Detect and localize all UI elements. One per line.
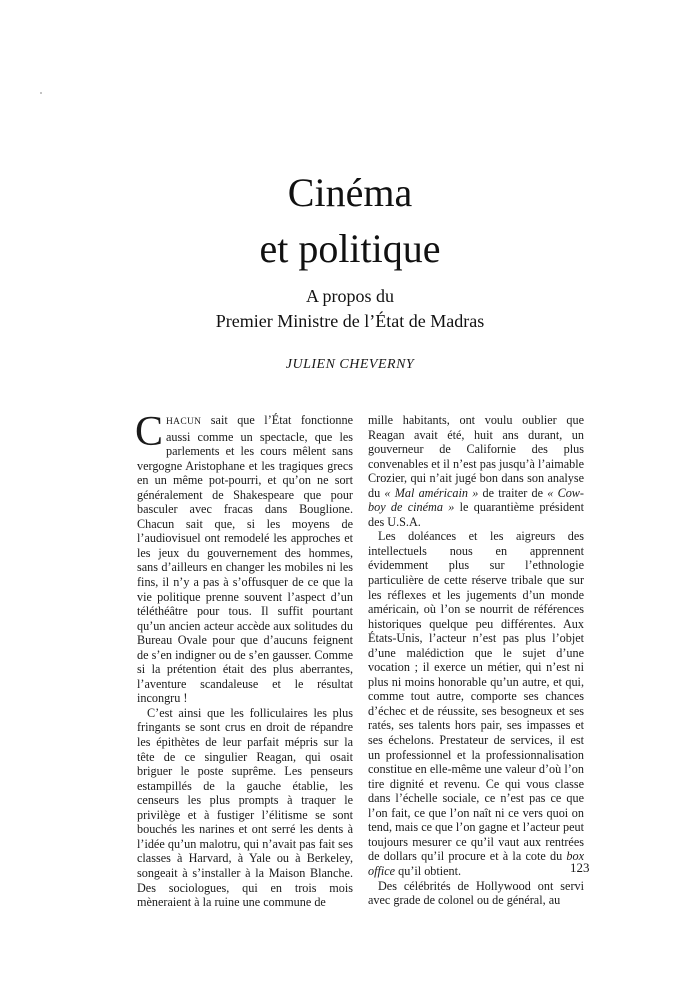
paragraph-2-cont-text-a: mille habitants, ont voulu oublier que Reagan avait été, huit ans durant, un gouverneur de Californie des plus convenables et il n’est pas jusqu’à l’aimable Crozier, qui n’ait jugé bon dans son analyse du [368,413,584,500]
scan-speck [40,92,42,94]
paragraph-1 [135,409,353,706]
paragraph-3 [368,529,584,878]
paragraph-1-text: sait que l’État fonctionne aussi comme un spectacle, que les parlements et les cours mêlent sans vergogne Aristophane et les tragiques grecs en un même pot-pourri, et qu’on ne sort généralement de Shakespeare que pour basculer avec fracas dans Bouglione. Chacun sait que, si les moyens de l’audiovisuel ont remodelé les approches et les jeux du gouvernement des hommes, sans d’ailleurs en changer les mobiles ni les fins, il n’y a pas à s’offusquer de ce que la vie politique prenne souvent l’aspect d’un téléthéâtre pour tous. Il suffit pourtant qu’un ancien acteur accède aux solitudes du Bureau Ovale pour que d’aucuns feignent de s’en indigner ou de s’en gausser. Comme si la prétention était des plus aberrantes, l’aventure scandaleuse et le résultat incongru ! [137,413,353,706]
paragraph-4: Des célébrités de Hollywood ont servi avec grade de colonel ou de général, au [368,878,584,908]
text-column-left [135,409,353,910]
paragraph-3-text: Les doléances et les aigreurs des intellectuels nous en apprennent évidemment plus sur l’ethnologie particulière de cette réserve tribale que sur les réflexes et les jugements d’un monde américain, où l’on se nourrit de références historiques quelque peu différentes. Aux États-Unis, l’acteur n’est pas plus l’objet d’une malédiction que le sujet d’une vocation ; il exerce un métier, qui n’est ni plus ni moins honorable qu’un autre, et qui, comme tout autre, comporte ses chances d’échec et de réussite, ses besogneux et ses ratés, ses talents hors pair, ses impasses et ses échelons. Prestateur de services, il est un professionnel et la professionnalisation constitue en elle-même une valeur d’où l’on tire dignité et revenu. Ce qui vous classe dans l’échelle sociale, ce n’est pas ce que l’on fait, ce que l’on naît ni ce vers quoi on tend, mais ce que l’on gagne et l’acteur peut toujours mesurer ce qu’il vaut aux rentrées de dollars qu’il procure et à la cote du [368,529,584,864]
italic-box-office: box office [368,849,584,878]
italic-cowboy: « Cow-boy de cinéma » [368,485,584,515]
article-author: JULIEN CHEVERNY [285,357,415,372]
italic-mal-americain: « Mal américain » [384,485,479,500]
lead-smallcaps: HACUN [166,417,202,427]
drop-cap: C [135,409,164,455]
paragraph-2-continued [368,413,584,529]
paragraph-2-cont-text-b: de traiter de [478,485,548,500]
article-title-line-1: Cinéma [287,170,413,215]
page-number: 123 [570,860,590,875]
article-subtitle-line-2: Premier Ministre de l’État de Madras [215,311,485,331]
paragraph-2: C’est ainsi que les folliculaires les plus fringants se sont crus en droit de répandre les épithètes de leur parfait mépris sur la tête de ce singulier Reagan, qui osait briguer le poste suprême. Les penseurs estampillés de la gauche établie, les censeurs les plus prompts à traquer le privilège et à fustiger l’élitisme se sont bouchés les narines et ont serré les dents à l’idée qu’un malotru, qui n’avait pas fait ses classes à Harvard, à Yale ou à Berkeley, songeait à s’installer à la Maison Blanche. Des sociologues, qui en trois mois mèneraient à la ruine une commune de [137,705,353,910]
text-column-right [368,413,584,908]
article-title-line-2: et politique [259,226,441,271]
article-subtitle-line-1: A propos du [305,286,394,306]
paragraph-3-end: qu’il obtient. [395,863,462,878]
paragraph-2-cont-text-c: le quarantième président des U.S.A. [368,500,584,529]
